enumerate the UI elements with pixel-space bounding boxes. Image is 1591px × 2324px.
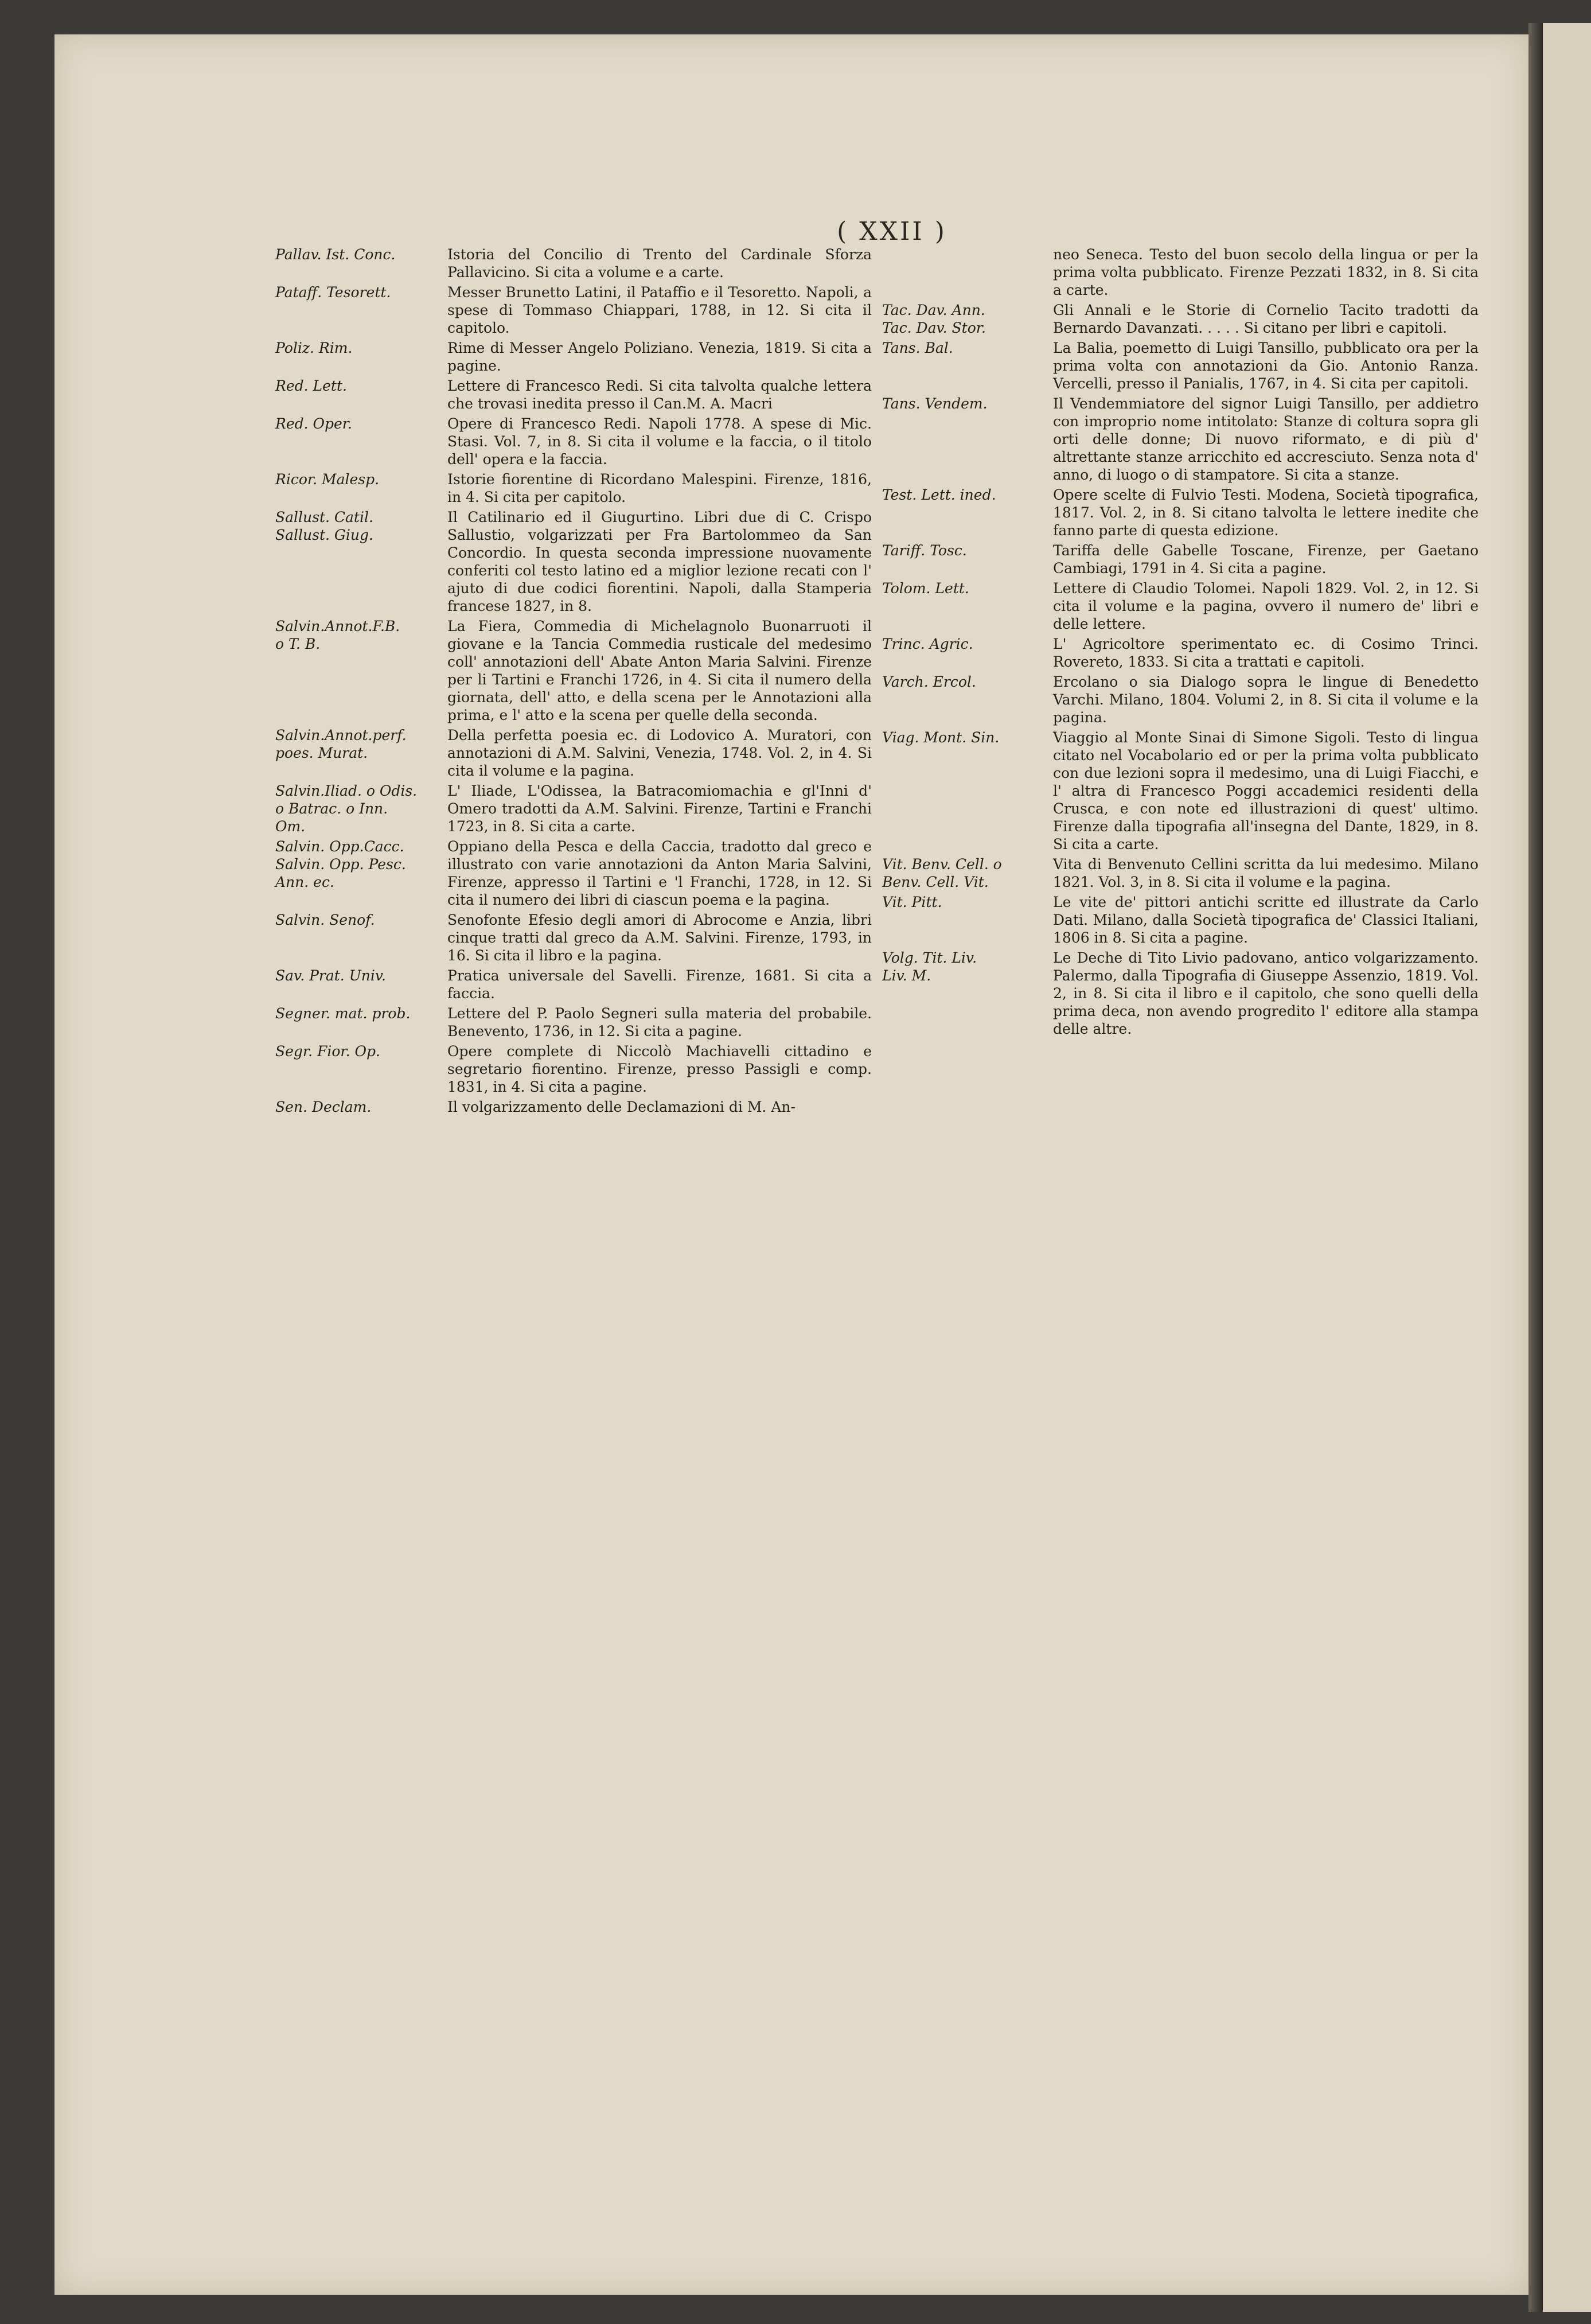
entry-abbreviation: Tariff. Tosc. <box>882 542 967 559</box>
entry-text: L' Iliade, L'Odissea, la Batracomiomachia e gl'Inni d' Omero tradotti da A.M. Salvini. Firenze, Tartini e Franchi 1723, in 8. Si cita a carte. <box>447 783 872 835</box>
entry-text: Il volgarizzamento delle Declamazioni di M. An- <box>447 1099 796 1115</box>
entry-abbreviation: Tans. Bal. <box>882 340 953 356</box>
entry-text: Lettere di Francesco Redi. Si cita talvolta qualche lettera che trovasi inedita presso il Can.M. A. Macri <box>447 377 872 412</box>
entry-text: Opere complete di Niccolò Machiavelli cittadino e segretario fiorentino. Firenze, presso Passigli e comp. 1831, in 4. Si cita a pagine. <box>447 1043 872 1095</box>
entry-abbreviation: Volg. Tit. Liv. Liv. M. <box>882 949 977 984</box>
entry-abbreviation: Vit. Benv. Cell. o Benv. Cell. Vit. <box>882 856 1002 890</box>
bibliography-entry <box>882 855 1479 891</box>
bibliography-entry <box>275 415 872 468</box>
entry-text: Rime di Messer Angelo Poliziano. Venezia, 1819. Si cita a pagine. <box>447 340 872 374</box>
page-number: ( XXII ) <box>837 217 947 246</box>
entry-text: Il Vendemmiatore del signor Luigi Tansillo, per addietro con improprio nome intitolato: Stanze di coltura sopra gli orti delle donne; Di nuovo riformato, e di più d' altrettante stanze arricchito ed accresciuto. Senza nota d' anno, di luogo o di stampatore. Si cita a stanze. <box>1053 395 1479 483</box>
bibliography-entry <box>882 893 1479 947</box>
entry-abbreviation: Tolom. Lett. <box>882 580 969 597</box>
entry-text: neo Seneca. Testo del buon secolo della lingua or per la prima volta pubblicato. Firenze Pezzati 1832, in 8. Si cita a carte. <box>1053 246 1479 298</box>
left-column <box>275 246 872 1118</box>
entry-text: Ercolano o sia Dialogo sopra le lingue di Benedetto Varchi. Milano, 1804. Volumi 2, in 8. Si cita il volume e la pagina. <box>1053 674 1479 726</box>
bibliography-entry <box>275 508 872 615</box>
entry-text: L' Agricoltore sperimentato ec. di Cosimo Trinci. Rovereto, 1833. Si cita a trattati e capitoli. <box>1053 636 1479 670</box>
book-spine <box>1528 23 1543 2312</box>
entry-text: Istorie fiorentine di Ricordano Malespini. Firenze, 1816, in 4. Si cita per capitolo. <box>447 471 872 505</box>
bibliography-entry <box>275 911 872 964</box>
bibliography-entry <box>275 782 872 835</box>
entry-abbreviation: Tac. Dav. Ann. Tac. Dav. Stor. <box>882 302 986 336</box>
entry-abbreviation: Salvin.Annot.F.B. o T. B. <box>275 618 400 652</box>
bibliography-entry <box>882 395 1479 484</box>
bibliography-entry <box>275 246 872 281</box>
entry-abbreviation: Vit. Pitt. <box>882 894 942 910</box>
bibliography-entry <box>275 283 872 337</box>
entry-abbreviation: Pataff. Tesorett. <box>275 284 391 301</box>
entry-abbreviation: Poliz. Rim. <box>275 340 353 356</box>
bibliography-entry <box>275 967 872 1002</box>
entry-text: Viaggio al Monte Sinai di Simone Sigoli. Testo di lingua citato nel Vocabolario ed or per la prima volta pubblicato con due lezioni sopra il medesimo, una di Luigi Fiacchi, e l' altra di Francesco Poggi accademici residenti della Crusca, e con note ed illustrazioni di quest' ultimo. Firenze dalla tipografia all'insegna del Dante, 1829, in 8. Si cita a carte. <box>1053 729 1479 852</box>
entry-abbreviation: Sen. Declam. <box>275 1099 372 1115</box>
entry-abbreviation: Sallust. Catil. Sallust. Giug. <box>275 509 373 543</box>
entry-text: Le Deche di Tito Livio padovano, antico volgarizzamento. Palermo, dalla Tipografia di Giuseppe Assenzio, 1819. Vol. 2, in 8. Si cita il libro e il capitolo, che sono quelli della prima deca, non avendo progredito l' editore alla stampa delle altre. <box>1053 949 1479 1037</box>
entry-text: Gli Annali e le Storie di Cornelio Tacito tradotti da Bernardo Davanzati. . . . . Si citano per libri e capitoli. <box>1053 302 1479 336</box>
bibliography-entry <box>275 470 872 506</box>
entry-text: Le vite de' pittori antichi scritte ed illustrate da Carlo Dati. Milano, dalla Società tipografica de' Classici Italiani, 1806 in 8. Si cita a pagine. <box>1053 894 1479 946</box>
entry-abbreviation: Test. Lett. ined. <box>882 486 996 503</box>
bibliography-entry <box>882 301 1479 337</box>
entry-text: La Fiera, Commedia di Michelagnolo Buonarruoti il giovane e la Tancia Commedia rusticale del medesimo coll' annotazioni dell' Abate Anton Maria Salvini. Firenze per li Tartini e Franchi 1726, in 4. Si cita il numero della giornata, dell' atto, e della scena per le Annotazioni alla prima, e l' atto e la scena per quelle della seconda. <box>447 618 872 723</box>
entry-abbreviation: Salvin. Senof. <box>275 912 375 928</box>
bibliography-entry <box>882 246 1479 299</box>
bibliography-entry <box>882 542 1479 577</box>
entry-abbreviation: Trinc. Agric. <box>882 636 973 652</box>
entry-abbreviation: Segner. mat. prob. <box>275 1005 411 1022</box>
bibliography-entry <box>275 377 872 412</box>
entry-abbreviation: Salvin. Opp.Cacc. Salvin. Opp. Pesc. Ann. ec. <box>275 838 406 890</box>
bibliography-entry <box>275 726 872 780</box>
bibliography-entry <box>882 579 1479 633</box>
entry-abbreviation: Tans. Vendem. <box>882 395 988 412</box>
entry-abbreviation: Varch. Ercol. <box>882 674 976 690</box>
entry-abbreviation: Viag. Mont. Sin. <box>882 729 1000 746</box>
entry-abbreviation: Segr. Fior. Op. <box>275 1043 380 1060</box>
entry-text: Oppiano della Pesca e della Caccia, tradotto dal greco e illustrato con varie annotazioni da Anton Maria Salvini, Firenze, appresso il Tartini e 'l Franchi, 1728, in 12. Si cita il numero dei libri di ciascun poema e la pagina. <box>447 838 872 908</box>
entry-abbreviation: Pallav. Ist. Conc. <box>275 246 396 263</box>
right-column <box>882 246 1479 1040</box>
entry-text: Il Catilinario ed il Giugurtino. Libri due di C. Crispo Sallustio, volgarizzati per Fra Bartolommeo da San Concordio. In questa seconda impressione nuovamente conferiti col testo latino ed a miglior lezione recati con l' ajuto di due codici fiorentini. Napoli, dalla Stamperia francese 1827, in 8. <box>447 509 872 614</box>
bibliography-entry <box>275 1042 872 1096</box>
bibliography-entry <box>275 1005 872 1040</box>
entry-text: La Balia, poemetto di Luigi Tansillo, pubblicato ora per la prima volta con annotazioni da Gio. Antonio Ranza. Vercelli, presso il Panialis, 1767, in 4. Si cita per capitoli. <box>1053 340 1479 392</box>
entry-text: Della perfetta poesia ec. di Lodovico A. Muratori, con annotazioni di A.M. Salvini, Venezia, 1748. Vol. 2, in 4. Si cita il volume e la pagina. <box>447 727 872 779</box>
entry-abbreviation: Salvin.Annot.perf. poes. Murat. <box>275 727 407 761</box>
entry-abbreviation: Red. Lett. <box>275 377 347 394</box>
bibliography-entry <box>882 635 1479 671</box>
entry-text: Opere di Francesco Redi. Napoli 1778. A spese di Mic. Stasi. Vol. 7, in 8. Si cita il volume e la faccia, o il titolo dell' opera e la faccia. <box>447 415 872 468</box>
entry-abbreviation: Ricor. Malesp. <box>275 471 380 488</box>
entry-text: Messer Brunetto Latini, il Pataffio e il Tesoretto. Napoli, a spese di Tommaso Chiappari, 1788, in 12. Si cita il capitolo. <box>447 284 872 336</box>
bibliography-entry <box>882 729 1479 853</box>
bibliography-entry <box>275 838 872 909</box>
facing-page-edge <box>1543 23 1591 2312</box>
entry-text: Lettere di Claudio Tolomei. Napoli 1829. Vol. 2, in 12. Si cita il volume e la pagina, ovvero il numero de' libri e delle lettere. <box>1053 580 1479 632</box>
entry-text: Vita di Benvenuto Cellini scritta da lui medesimo. Milano 1821. Vol. 3, in 8. Si cita il volume e la pagina. <box>1053 856 1479 890</box>
entry-abbreviation <box>882 246 1053 299</box>
bibliography-entry <box>882 339 1479 392</box>
bibliography-entry <box>275 1098 872 1116</box>
entry-abbreviation: Sav. Prat. Univ. <box>275 967 386 984</box>
bibliography-entry <box>275 617 872 724</box>
entry-abbreviation: Red. Oper. <box>275 415 352 432</box>
entry-text: Lettere del P. Paolo Segneri sulla materia del probabile. Benevento, 1736, in 12. Si cita a pagine. <box>447 1005 872 1040</box>
entry-abbreviation: Salvin.Iliad. o Odis. o Batrac. o Inn. Om. <box>275 783 418 835</box>
entry-text: Opere scelte di Fulvio Testi. Modena, Società tipografica, 1817. Vol. 2, in 8. Si citano talvolta le lettere inedite che fanno parte di questa edizione. <box>1053 486 1479 539</box>
bibliography-entry <box>882 949 1479 1038</box>
entry-text: Tariffa delle Gabelle Toscane, Firenze, per Gaetano Cambiagi, 1791 in 4. Si cita a pagine. <box>1053 542 1479 577</box>
entry-text: Senofonte Efesio degli amori di Abrocome e Anzia, libri cinque tratti dal greco da A.M. Salvini. Firenze, 1793, in 16. Si cita il libro e la pagina. <box>447 912 872 964</box>
bibliography-entry <box>275 339 872 375</box>
entry-text: Pratica universale del Savelli. Firenze, 1681. Si cita a faccia. <box>447 967 872 1002</box>
bibliography-entry <box>882 486 1479 539</box>
bibliography-entry <box>882 673 1479 726</box>
entry-text: Istoria del Concilio di Trento del Cardinale Sforza Pallavicino. Si cita a volume e a carte. <box>447 246 872 281</box>
